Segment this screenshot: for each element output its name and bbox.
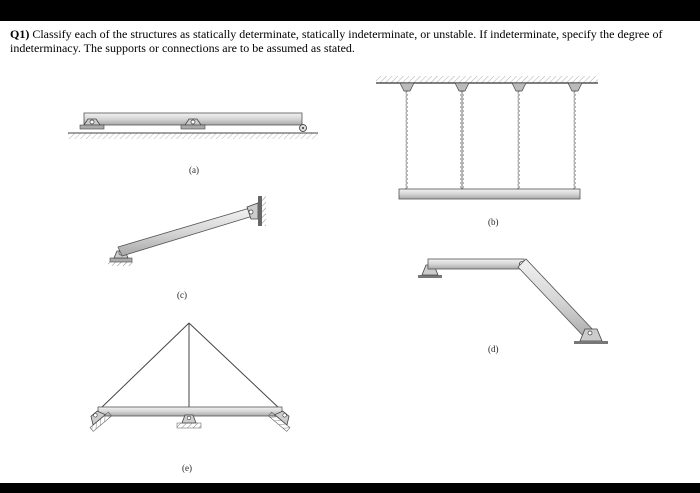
- rocker-support: [300, 125, 307, 132]
- ground: [108, 262, 134, 266]
- figure-c: [108, 196, 266, 300]
- figure-e: [85, 323, 295, 473]
- ground: [574, 341, 608, 344]
- figure-label-b: (b): [488, 217, 499, 227]
- figure-label-c: (c): [177, 290, 187, 300]
- figure-b: [376, 76, 598, 227]
- figure-d: [418, 259, 608, 354]
- question-number: Q1): [10, 27, 30, 41]
- cable: [100, 323, 189, 409]
- ground: [418, 275, 442, 278]
- figure-label-e: (e): [182, 463, 192, 473]
- ceiling: [376, 76, 598, 83]
- figure-label-d: (d): [488, 344, 499, 354]
- question-body: Classify each of the structures as statically determinate, statically indeterminate, or unstable. If indeterminate, specify the degree of indeterminacy. The supports or connections are to be assumed as stated.: [10, 27, 663, 55]
- pin-support: [177, 415, 201, 428]
- wall: [258, 196, 262, 226]
- member: [518, 259, 596, 341]
- beam: [399, 189, 580, 199]
- figure-a: [68, 113, 318, 175]
- hanger-chains: [400, 83, 582, 189]
- figure-label-a: (a): [189, 165, 199, 175]
- member: [428, 259, 524, 269]
- structure-figures: [0, 21, 700, 483]
- cable: [189, 323, 280, 409]
- strut: [118, 208, 253, 256]
- page: [0, 21, 700, 483]
- ground: [68, 133, 318, 139]
